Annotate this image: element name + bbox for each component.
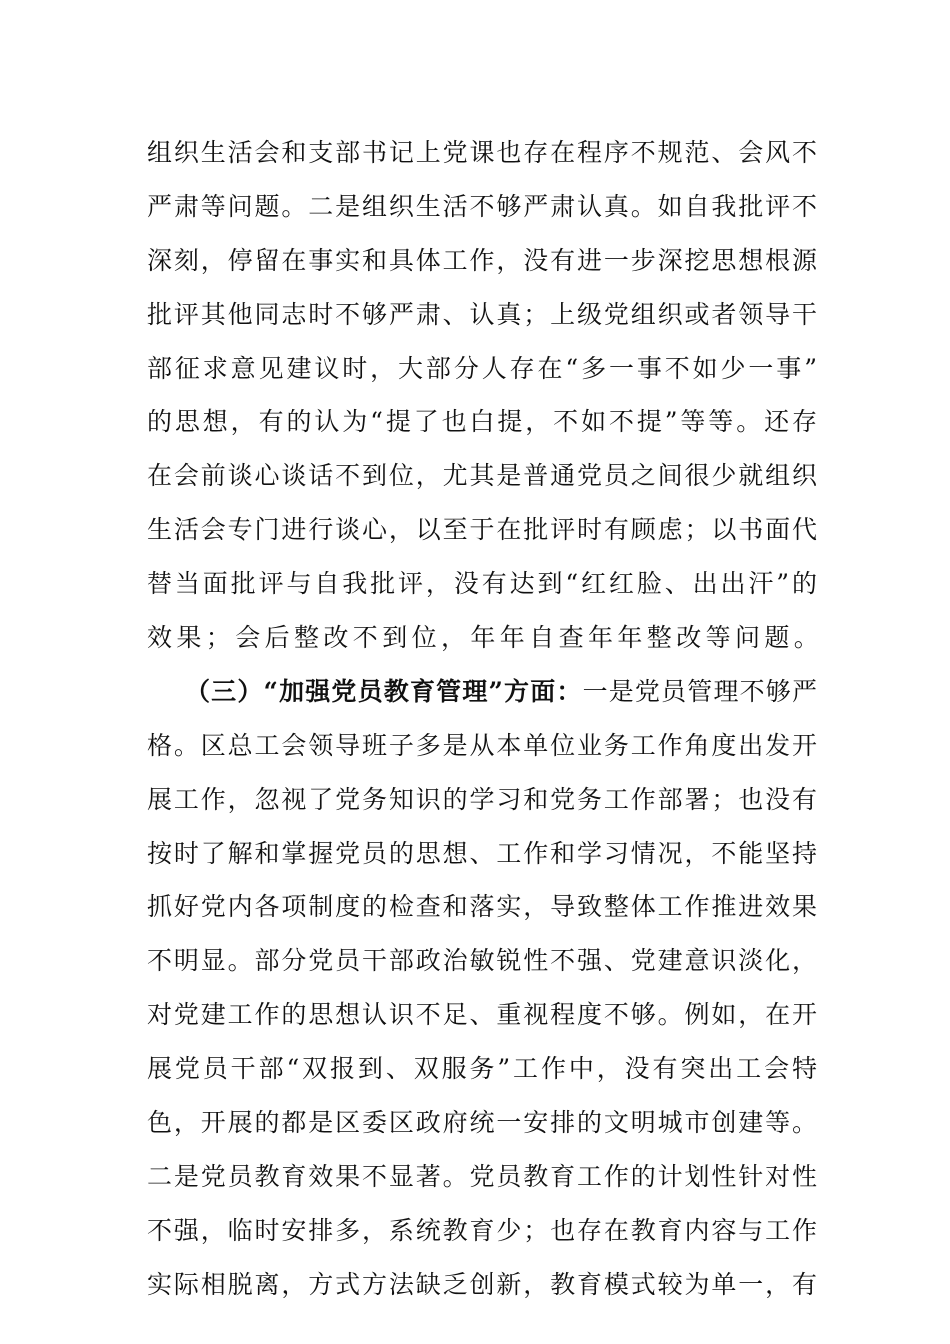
text-line: 展党员干部“双报到、双服务”工作中，没有突出工会特 <box>147 1054 817 1084</box>
section-heading-rest: 一是党员管理不够严 <box>582 676 817 706</box>
text-line-paragraph-end: 效果；会后整改不到位，年年自查年年整改等问题。 <box>147 623 824 653</box>
section-heading-line <box>147 665 817 719</box>
text-line: 部征求意见建议时，大部分人存在“多一事不如少一事” <box>147 353 817 383</box>
text-line: 抓好党内各项制度的检查和落实，导致整体工作推进效果 <box>147 892 817 922</box>
text-line: 严肃等问题。二是组织生活不够严肃认真。如自我批评不 <box>147 191 817 221</box>
text-line: 在会前谈心谈话不到位，尤其是普通党员之间很少就组织 <box>147 461 817 491</box>
text-line: 批评其他同志时不够严肃、认真；上级党组织或者领导干 <box>147 299 817 329</box>
section-heading: （三）“加强党员教育管理”方面： <box>185 676 583 706</box>
text-line: 按时了解和掌握党员的思想、工作和学习情况，不能坚持 <box>147 838 817 868</box>
text-line: 深刻，停留在事实和具体工作，没有进一步深挖思想根源 <box>147 245 817 275</box>
text-line: 实际相脱离，方式方法缺乏创新，教育模式较为单一，有 <box>147 1269 817 1299</box>
text-line: 格。区总工会领导班子多是从本单位业务工作角度出发开 <box>147 730 817 760</box>
text-line: 替当面批评与自我批评，没有达到“红红脸、出出汗”的 <box>147 569 817 599</box>
text-line: 对党建工作的思想认识不足、重视程度不够。例如，在开 <box>147 1000 817 1030</box>
text-line: 不强，临时安排多，系统教育少；也存在教育内容与工作 <box>147 1215 817 1245</box>
text-line: 展工作，忽视了党务知识的学习和党务工作部署；也没有 <box>147 784 817 814</box>
text-line: 生活会专门进行谈心，以至于在批评时有顾虑；以书面代 <box>147 515 817 545</box>
text-line: 组织生活会和支部书记上党课也存在程序不规范、会风不 <box>147 138 817 167</box>
text-line: 不明显。部分党员干部政治敏锐性不强、党建意识淡化， <box>147 946 817 976</box>
document-body <box>147 126 824 1312</box>
text-line: 色，开展的都是区委区政府统一安排的文明城市创建等。 <box>147 1108 817 1138</box>
text-line: 的思想，有的认为“提了也白提，不如不提”等等。还存 <box>147 407 817 437</box>
text-line: 二是党员教育效果不显著。党员教育工作的计划性针对性 <box>147 1161 817 1191</box>
